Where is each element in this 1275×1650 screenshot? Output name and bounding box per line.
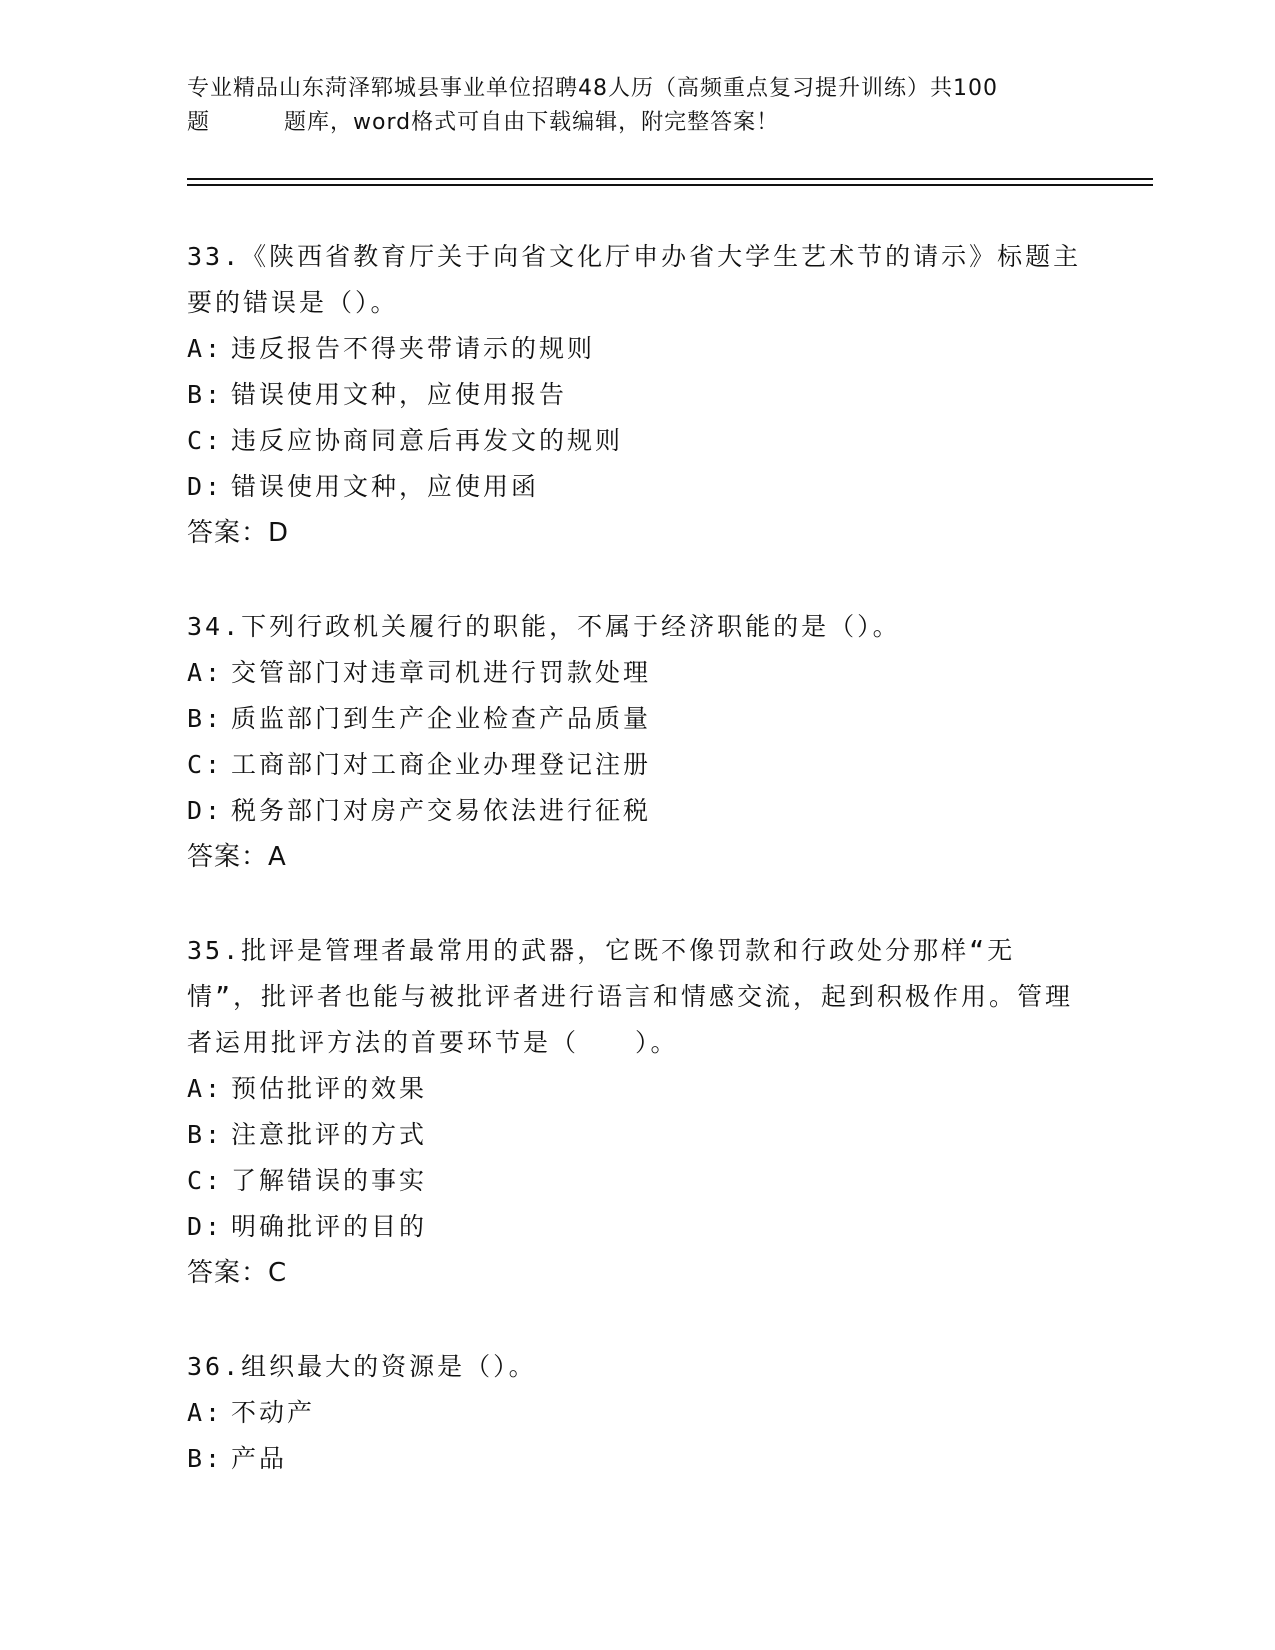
option-text: 税务部门对房产交易依法进行征税: [231, 796, 652, 825]
option-c: [187, 418, 1087, 464]
option-text: 错误使用文种，应使用函: [231, 472, 540, 501]
option-text: 明确批评的目的: [231, 1212, 428, 1241]
option-b: [187, 1112, 1087, 1158]
option-letter: D:: [187, 796, 224, 825]
option-text: 工商部门对工商企业办理登记注册: [231, 750, 652, 779]
question-text: 33.《陕西省教育厅关于向省文化厅申办省大学生艺术节的请示》标题主要的错误是（）。: [187, 242, 1082, 317]
option-c: [187, 1158, 1087, 1204]
option-letter: B:: [187, 380, 224, 409]
option-letter: A:: [187, 658, 224, 687]
answer-text: 答案：A: [187, 842, 287, 872]
option-text: 产品: [231, 1444, 288, 1473]
option-text: 交管部门对违章司机进行罚款处理: [231, 658, 652, 687]
option-letter: A:: [187, 1398, 224, 1427]
header-title-line-2: [187, 106, 1087, 140]
answer-text: 答案：C: [187, 1258, 288, 1288]
option-letter: D:: [187, 472, 224, 501]
question-list: [187, 234, 1087, 1530]
option-letter: A:: [187, 334, 224, 363]
option-letter: B:: [187, 1120, 224, 1149]
option-text: 质监部门到生产企业检查产品质量: [231, 704, 652, 733]
question-36: [187, 1344, 1087, 1482]
option-d: [187, 464, 1087, 510]
option-a: [187, 326, 1087, 372]
option-letter: C:: [187, 1166, 224, 1195]
option-b: [187, 696, 1087, 742]
question-34: [187, 604, 1087, 880]
option-b: [187, 1436, 1087, 1482]
question-35: [187, 928, 1087, 1296]
header-title-line-1: 专业精品山东菏泽郓城县事业单位招聘48人历（高频重点复习提升训练）共100: [187, 76, 998, 101]
option-a: [187, 1066, 1087, 1112]
option-letter: C:: [187, 426, 224, 455]
option-b: [187, 372, 1087, 418]
option-letter: D:: [187, 1212, 224, 1241]
question-text: 34.下列行政机关履行的职能，不属于经济职能的是（）。: [187, 612, 901, 641]
option-letter: C:: [187, 750, 224, 779]
option-text: 错误使用文种，应使用报告: [231, 380, 568, 409]
option-a: [187, 1390, 1087, 1436]
question-33: [187, 234, 1087, 556]
option-letter: B:: [187, 704, 224, 733]
option-text: 预估批评的效果: [231, 1074, 428, 1103]
document-header: [187, 72, 1087, 140]
answer-text: 答案：D: [187, 518, 290, 548]
option-text: 了解错误的事实: [231, 1166, 428, 1195]
header-line-2-prefix: 题: [187, 110, 211, 135]
option-c: [187, 742, 1087, 788]
option-text: 不动产: [231, 1398, 316, 1427]
option-a: [187, 650, 1087, 696]
header-line-2-text: 题库，word格式可自由下载编辑，附完整答案！: [284, 110, 780, 135]
option-text: 违反报告不得夹带请示的规则: [231, 334, 596, 363]
option-text: 注意批评的方式: [231, 1120, 428, 1149]
option-d: [187, 1204, 1087, 1250]
header-rule-bottom: [187, 184, 1153, 186]
option-text: 违反应协商同意后再发文的规则: [231, 426, 624, 455]
option-letter: A:: [187, 1074, 224, 1103]
option-d: [187, 788, 1087, 834]
question-text: 35.批评是管理者最常用的武器，它既不像罚款和行政处分那样“无情”，批评者也能与被批评者进行语言和情感交流，起到积极作用。管理者运用批评方法的首要环节是（ ）。: [187, 936, 1074, 1057]
header-rule-top: [187, 178, 1153, 180]
question-text: 36.组织最大的资源是（）。: [187, 1352, 537, 1381]
option-letter: B:: [187, 1444, 224, 1473]
